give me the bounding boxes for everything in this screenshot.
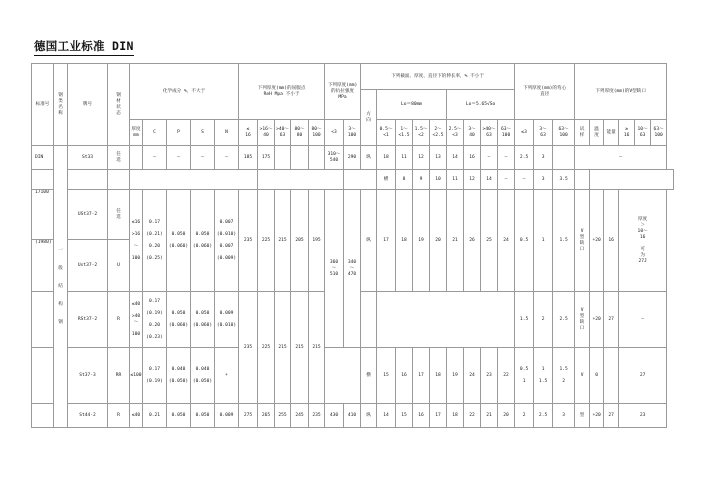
- el-cell: 12: [464, 170, 481, 190]
- bend-cell: 2: [515, 404, 534, 428]
- el-cell: 11: [396, 146, 413, 170]
- grade-cell: USt37-2: [68, 190, 108, 240]
- grade-cell: [68, 170, 108, 190]
- grade-cell: RSt37-2: [68, 292, 108, 348]
- header-el-d: 2～ <2.5: [430, 120, 447, 146]
- table-row: [32, 170, 674, 190]
- bend-cell: 1 1.5: [534, 348, 553, 404]
- p-cell: 0.050 (0.060): [167, 190, 191, 292]
- header-el-h: 63～ 100: [498, 120, 515, 146]
- tensile-cell: 360 ～ 510: [325, 190, 344, 348]
- el-cell: 21: [447, 190, 464, 292]
- thick-cell: ≤40: [130, 404, 143, 428]
- el-cell: 16: [464, 146, 481, 170]
- el-cell: 15: [377, 348, 396, 404]
- header-tensile-group: 下列厚度(mm) 的抗拉强度 MPa: [325, 64, 361, 120]
- c-cell: 0.21: [143, 404, 167, 428]
- header-el-e: 2.5～ <3: [447, 120, 464, 146]
- yield-cell: 195: [309, 190, 325, 292]
- impact-sample-cell: V: [575, 348, 590, 404]
- bend-cell: 2.5: [534, 404, 553, 428]
- header-ts-t3-100: 3～ 100: [344, 120, 361, 146]
- el-cell: 22: [464, 404, 481, 428]
- n-cell: +: [215, 348, 239, 404]
- header-energy: 能量: [604, 120, 619, 146]
- header-bend-a: ≤3: [515, 120, 534, 146]
- yield-cell: [291, 146, 309, 170]
- el-cell: 10: [430, 170, 447, 190]
- impact-energy-cell: 27: [604, 404, 619, 428]
- header-bend-b: 3～ 63: [534, 120, 553, 146]
- yield-cell: 215: [275, 292, 291, 404]
- bend-cell: 2.5: [553, 292, 575, 348]
- yield-cell: 235: [239, 190, 258, 292]
- dir-cell: 纵: [361, 404, 377, 428]
- std-cell: [32, 348, 54, 404]
- std-cell: 17100: [32, 190, 54, 240]
- impact-energy-cell: [604, 348, 619, 404]
- std-cell: DIN: [32, 146, 54, 170]
- el-cell: —: [498, 170, 515, 190]
- header-y-t16: ≤ 16: [239, 120, 258, 146]
- el-cell: 17: [377, 190, 396, 292]
- el-cell: 15: [396, 404, 413, 428]
- dir-cell: 纵: [361, 146, 377, 170]
- s-cell: 0.040 (0.050): [191, 348, 215, 404]
- state-cell: R: [108, 292, 130, 348]
- p-cell: 0.050 (0.060): [167, 292, 191, 348]
- header-impact-group: 下列厚度(mm)的V型缺口: [575, 64, 667, 120]
- el-cell: 16: [413, 404, 430, 428]
- bend-cell: 0.5 1: [515, 348, 534, 404]
- impact-dash-cell: —: [619, 292, 667, 348]
- el-cell: 14: [447, 146, 464, 170]
- header-lo80: Lo＝80mm: [377, 90, 447, 120]
- yield-cell: 265: [258, 404, 275, 428]
- el-cell: 18: [430, 348, 447, 404]
- header-steel-state: 钢 材 状 态: [108, 64, 130, 146]
- dir-cell: [361, 292, 377, 348]
- impact-temp-cell: 0: [590, 348, 604, 404]
- el-cell: 11: [447, 170, 464, 190]
- header-sample: 试 样: [575, 120, 590, 146]
- grade-cell: St44-2: [68, 404, 108, 428]
- bend-cell: 2.5: [515, 146, 534, 170]
- yield-cell: 215: [291, 292, 309, 404]
- el-cell: 17: [413, 348, 430, 404]
- impact-cell: [590, 170, 674, 190]
- grade-cell: Ust37-2: [68, 240, 108, 292]
- impact-sample-cell: V 型 缺 口: [575, 190, 590, 292]
- std-cell: (1980): [32, 240, 54, 292]
- c-cell: 0.17 (0.19): [143, 348, 167, 404]
- s-cell: —: [191, 146, 215, 170]
- el-cell: —: [498, 146, 515, 170]
- n-cell: 0.009 (0.010): [215, 292, 239, 348]
- header-y-t63-80: 80～ 80: [291, 120, 309, 146]
- table-row: [32, 146, 674, 170]
- yield-cell: 185: [239, 146, 258, 170]
- thick-cell: [130, 146, 143, 170]
- header-y-t80-100: 80～ 100: [309, 120, 325, 146]
- tensile-cell: 410: [344, 404, 361, 428]
- header-p: P: [167, 120, 191, 146]
- tensile-cell: 290: [344, 146, 361, 170]
- el-cell: 26: [464, 190, 481, 292]
- tensile-cell: [325, 348, 361, 404]
- impact-temp-cell: +20: [590, 404, 604, 428]
- bend-cell: 3.5: [553, 170, 575, 190]
- el-cell: 9: [413, 170, 430, 190]
- state-cell: 任 选: [108, 190, 130, 240]
- el-cell: 19: [413, 190, 430, 292]
- grade-cell: St33: [68, 146, 108, 170]
- el-cell: 14: [377, 404, 396, 428]
- el-cell: —: [515, 170, 534, 190]
- yield-cell: [309, 146, 325, 170]
- el-cell: 20: [430, 190, 447, 292]
- header-steel-class: 钢 类 名 称: [54, 64, 68, 146]
- yield-cell: 235: [309, 404, 325, 428]
- bend-cell: 1.5 2: [553, 348, 575, 404]
- header-bend-c: 63～ 100: [553, 120, 575, 146]
- bend-cell: 0.5: [515, 190, 534, 292]
- header-temp: 温 度: [590, 120, 604, 146]
- std-cell: [32, 404, 54, 428]
- std-cell: [32, 292, 54, 348]
- yield-cell: 235: [239, 292, 258, 404]
- yield-cell: 245: [291, 404, 309, 428]
- impact-sample-cell: V 型 缺 口: [575, 292, 590, 348]
- state-cell: U: [108, 240, 130, 292]
- el-cell: 18: [377, 146, 396, 170]
- page-title: [34, 38, 134, 56]
- header-en-c: 63～ 100: [651, 120, 667, 146]
- header-el-f: 3～ 40: [464, 120, 481, 146]
- el-cell: 18: [447, 404, 464, 428]
- el-cell: 21: [481, 404, 498, 428]
- impact-energy-cell: 27: [604, 292, 619, 348]
- bend-cell: [553, 146, 575, 170]
- bend-cell: 3: [534, 170, 553, 190]
- p-cell: —: [167, 146, 191, 170]
- thick-cell: ≤100: [130, 348, 143, 404]
- yield-cell: 255: [275, 404, 291, 428]
- s-cell: 0.050: [191, 404, 215, 428]
- title-code: DIN: [112, 39, 134, 53]
- c-cell: 0.17 (0.19) 0.20 (0.23): [143, 292, 167, 348]
- dir-cell: 横: [377, 170, 396, 190]
- class-cell: 一 般 结 构 钢: [54, 146, 68, 428]
- el-cell: [377, 292, 515, 348]
- s-cell: 0.050 (0.060): [191, 292, 215, 348]
- s-cell: 0.050 (0.060): [191, 190, 215, 292]
- bend-cell: 3: [553, 404, 575, 428]
- header-elong-group: 下列截面、厚度、直径下的伸长率，% 不小于: [361, 64, 515, 90]
- el-cell: —: [481, 146, 498, 170]
- yield-cell: 215: [309, 292, 325, 404]
- tensile-cell: 310～ 540: [325, 146, 344, 170]
- el-cell: 12: [413, 146, 430, 170]
- thick-cell: ≤40 >40～ 100: [130, 292, 143, 348]
- header-grade: 牌号: [68, 64, 108, 146]
- header-thick: 厚度 mm: [130, 120, 143, 146]
- impact-sample-cell: 型: [575, 404, 590, 428]
- table-row: [32, 348, 674, 404]
- header-el-a: 0.5～ <1: [377, 120, 396, 146]
- yield-cell: [275, 146, 291, 170]
- el-cell: 22: [498, 348, 515, 404]
- header-lo565: Lo＝5.65√So: [447, 90, 515, 120]
- header-yield-group: 下列厚度(mm)的屈服点 ReH Mpa 不小于: [239, 64, 325, 120]
- header-ts-t3: <3: [325, 120, 344, 146]
- title-text: 德国工业标准: [34, 39, 105, 53]
- el-cell: 24: [498, 190, 515, 292]
- bend-cell: 1: [534, 190, 553, 292]
- el-cell: 23: [481, 348, 498, 404]
- el-cell: 8: [396, 170, 413, 190]
- header-en-b: 10～ 63: [635, 120, 651, 146]
- n-cell: —: [215, 146, 239, 170]
- table-row: [32, 404, 674, 428]
- header-direction: 方 向: [361, 90, 377, 146]
- el-cell: 20: [498, 404, 515, 428]
- header-std-no: 标准号: [32, 64, 54, 146]
- yield-cell: 225: [258, 190, 275, 292]
- yield-cell: 225: [258, 292, 275, 404]
- el-cell: 25: [481, 190, 498, 292]
- el-cell: 13: [430, 146, 447, 170]
- n-cell: 0.009: [215, 404, 239, 428]
- header-s: S: [191, 120, 215, 146]
- el-cell: 16: [396, 348, 413, 404]
- impact-temp-cell: +20: [590, 292, 604, 348]
- state-cell: RR: [108, 348, 130, 404]
- impact-temp-cell: +20: [590, 190, 604, 292]
- header-y-t40-63: >40～ 63: [275, 120, 291, 146]
- thick-cell: ≤16 >16 ～ 100: [130, 190, 143, 292]
- p-cell: 0.040 (0.050): [167, 348, 191, 404]
- impact-energy-cell: 27: [619, 348, 667, 404]
- dir-cell: 纵: [361, 190, 377, 292]
- header-c: C: [143, 120, 167, 146]
- chem-cell: [130, 170, 258, 190]
- header-en-a: ≥ 16: [619, 120, 635, 146]
- c-cell: —: [143, 146, 167, 170]
- el-cell: 14: [481, 170, 498, 190]
- impact-energy-cell: 16: [604, 190, 619, 292]
- header-row-1: [32, 64, 674, 90]
- impact-cell: —: [575, 146, 667, 170]
- el-cell: 18: [396, 190, 413, 292]
- header-bend-group: 下列厚度(mm)的弯心 直径: [515, 64, 575, 120]
- din-standard-table: [31, 63, 674, 428]
- bend-cell: [575, 170, 590, 190]
- impact-note-cell: 厚度 ＞ 10～ 16 可 为 27J: [619, 190, 667, 292]
- impact-energy-cell: 23: [619, 404, 667, 428]
- yield-cell: [258, 170, 344, 190]
- header-el-c: 1.5～ <2: [413, 120, 430, 146]
- dir-cell: 横: [361, 348, 377, 404]
- header-el-g: >40～ 63: [481, 120, 498, 146]
- state-cell: 任 选: [108, 146, 130, 170]
- yield-cell: 205: [291, 190, 309, 292]
- c-cell: 0.17 (0.21) 0.20 (0.25): [143, 190, 167, 292]
- header-n: N: [215, 120, 239, 146]
- bend-cell: 1.5: [515, 292, 534, 348]
- bend-cell: 3: [534, 146, 553, 170]
- tensile-cell: 430: [325, 404, 344, 428]
- std-cell: [32, 170, 54, 190]
- el-cell: 17: [430, 404, 447, 428]
- yield-cell: 275: [239, 404, 258, 428]
- p-cell: 0.050: [167, 404, 191, 428]
- header-y-t16-40: >16～ 40: [258, 120, 275, 146]
- el-cell: 19: [447, 348, 464, 404]
- table-row: [32, 190, 674, 240]
- state-cell: R: [108, 404, 130, 428]
- state-cell: [108, 170, 130, 190]
- yield-cell: 175: [258, 146, 275, 170]
- grade-cell: St37-3: [68, 348, 108, 404]
- bend-cell: 2: [534, 292, 553, 348]
- yield-cell: 215: [275, 190, 291, 292]
- header-chem-group: 化学成分 %，不大于: [130, 64, 239, 120]
- el-cell: 24: [464, 348, 481, 404]
- header-el-b: 1～ <1.5: [396, 120, 413, 146]
- tensile-cell: 340 ～ 470: [344, 190, 361, 348]
- bend-cell: 1.5: [553, 190, 575, 292]
- tensile-cell: [344, 170, 377, 190]
- n-cell: 0.007 (0.010) 0.007 (0.009): [215, 190, 239, 292]
